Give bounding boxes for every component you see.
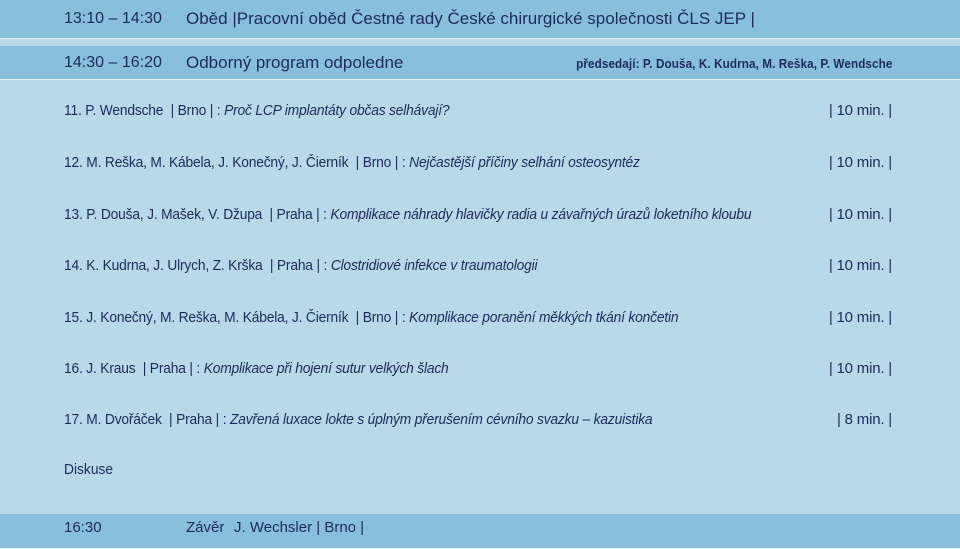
talk-duration: | 10 min. |: [828, 153, 892, 171]
talk-topic: Komplikace náhrady hlavičky radia u závařných úrazů loketního kloubu: [330, 205, 752, 223]
talk-duration: | 10 min. |: [828, 256, 892, 274]
closing-row: [64, 516, 364, 538]
talk-main: 15. J. Konečný, M. Reška, M. Kábela, J. Čierník | Brno | : Komplikace poranění měkkých tkání končetin: [64, 308, 679, 326]
program-chairs: předsedají: P. Douša, K. Kudrna, M. Reška, P. Wendsche: [575, 56, 892, 71]
talk-row: [64, 254, 892, 276]
talk-duration-value: 10 min.: [836, 359, 885, 377]
closing-person: J. Wechsler: [234, 518, 313, 536]
talk-authors: M. Dvořáček: [86, 410, 162, 428]
talk-number: 14.: [64, 256, 83, 274]
talk-duration: | 10 min. |: [828, 308, 892, 326]
talk-topic: Clostridiové infekce v traumatologii: [330, 256, 538, 274]
talk-number: 12.: [64, 153, 83, 171]
talk-city: Praha: [176, 410, 213, 428]
talk-city: Brno: [362, 153, 392, 171]
talk-duration-value: 10 min.: [836, 205, 885, 223]
talk-duration-value: 10 min.: [836, 101, 885, 119]
program-time: 14:30 – 16:20: [64, 54, 162, 71]
talk-duration: | 10 min. |: [828, 205, 892, 223]
talk-row: [64, 357, 892, 379]
lunch-heading: [186, 9, 755, 29]
talk-duration: | 10 min. |: [828, 101, 892, 119]
talk-city: Praha: [276, 256, 313, 274]
lunch-title: Oběd: [186, 9, 228, 28]
talk-number: 15.: [64, 308, 83, 326]
lunch-time: 13:10 – 14:30: [64, 10, 162, 27]
talk-number: 13.: [64, 205, 83, 223]
talk-duration: | 8 min. |: [837, 410, 892, 428]
talk-topic: Komplikace při hojení sutur velkých šlach: [203, 359, 449, 377]
talk-row: [64, 99, 892, 121]
talk-duration: | 10 min. |: [828, 359, 892, 377]
closing-time: 16:30: [64, 518, 102, 536]
talk-main: 14. K. Kudrna, J. Ulrych, Z. Krška | Praha | : Clostridiové infekce v traumatologii: [64, 256, 538, 274]
talk-authors: M. Reška, M. Kábela, J. Konečný, J. Čierník: [86, 153, 349, 171]
talk-authors: K. Kudrna, J. Ulrych, Z. Krška: [86, 256, 263, 274]
talk-duration-value: 8 min.: [844, 410, 885, 428]
talk-main: 16. J. Kraus | Praha | : Komplikace při hojení sutur velkých šlach: [64, 359, 449, 377]
talk-row: [64, 306, 892, 328]
talk-city: Brno: [177, 101, 207, 119]
lunch-end-separator: |: [750, 9, 755, 28]
talk-topic: Zavřená luxace lokte s úplným přerušením cévního svazku – kazuistika: [230, 410, 653, 428]
talk-number: 17.: [64, 410, 83, 428]
talk-duration-value: 10 min.: [836, 153, 885, 171]
talk-topic: Proč LCP implantáty občas selhávají?: [224, 101, 450, 119]
talk-duration-value: 10 min.: [836, 308, 885, 326]
lunch-subtitle: Pracovní oběd Čestné rady České chirurgické společnosti ČLS JEP: [236, 9, 746, 28]
talk-duration-value: 10 min.: [836, 256, 885, 274]
talk-main: 13. P. Douša, J. Mašek, V. Džupa | Praha | : Komplikace náhrady hlavičky radia u závařných úrazů loketního kloubu: [64, 205, 752, 223]
discussion-label: Diskuse: [64, 461, 114, 478]
talk-authors: P. Douša, J. Mašek, V. Džupa: [86, 205, 263, 223]
talk-row: [64, 408, 892, 430]
program-title: Odborný program odpoledne: [186, 53, 404, 72]
talk-main: 11. P. Wendsche | Brno | : Proč LCP implantáty občas selhávají?: [64, 101, 450, 119]
closing-city: Brno: [324, 518, 356, 536]
talk-authors: J. Konečný, M. Reška, M. Kábela, J. Čierník: [86, 308, 349, 326]
talk-authors: J. Kraus: [86, 359, 136, 377]
talk-city: Brno: [362, 308, 392, 326]
talk-city: Praha: [276, 205, 313, 223]
talk-topic: Komplikace poranění měkkých tkání končetin: [409, 308, 679, 326]
talk-number: 11.: [64, 101, 82, 119]
talk-number: 16.: [64, 359, 83, 377]
talk-authors: P. Wendsche: [85, 101, 164, 119]
talk-main: 12. M. Reška, M. Kábela, J. Konečný, J. Čierník | Brno | : Nejčastější příčiny selhání osteosyntéz: [64, 153, 640, 171]
lunch-separator: |: [232, 9, 237, 28]
talk-topic: Nejčastější příčiny selhání osteosyntéz: [409, 153, 640, 171]
closing-title: Závěr: [186, 518, 225, 536]
talk-city: Praha: [149, 359, 186, 377]
talk-main: 17. M. Dvořáček | Praha | : Zavřená luxace lokte s úplným přerušením cévního svazku – kazuistika: [64, 410, 653, 428]
closing-end-pipe: |: [356, 518, 365, 536]
talk-row: [64, 203, 892, 225]
closing-pipe: |: [312, 518, 325, 536]
talk-row: [64, 151, 892, 173]
